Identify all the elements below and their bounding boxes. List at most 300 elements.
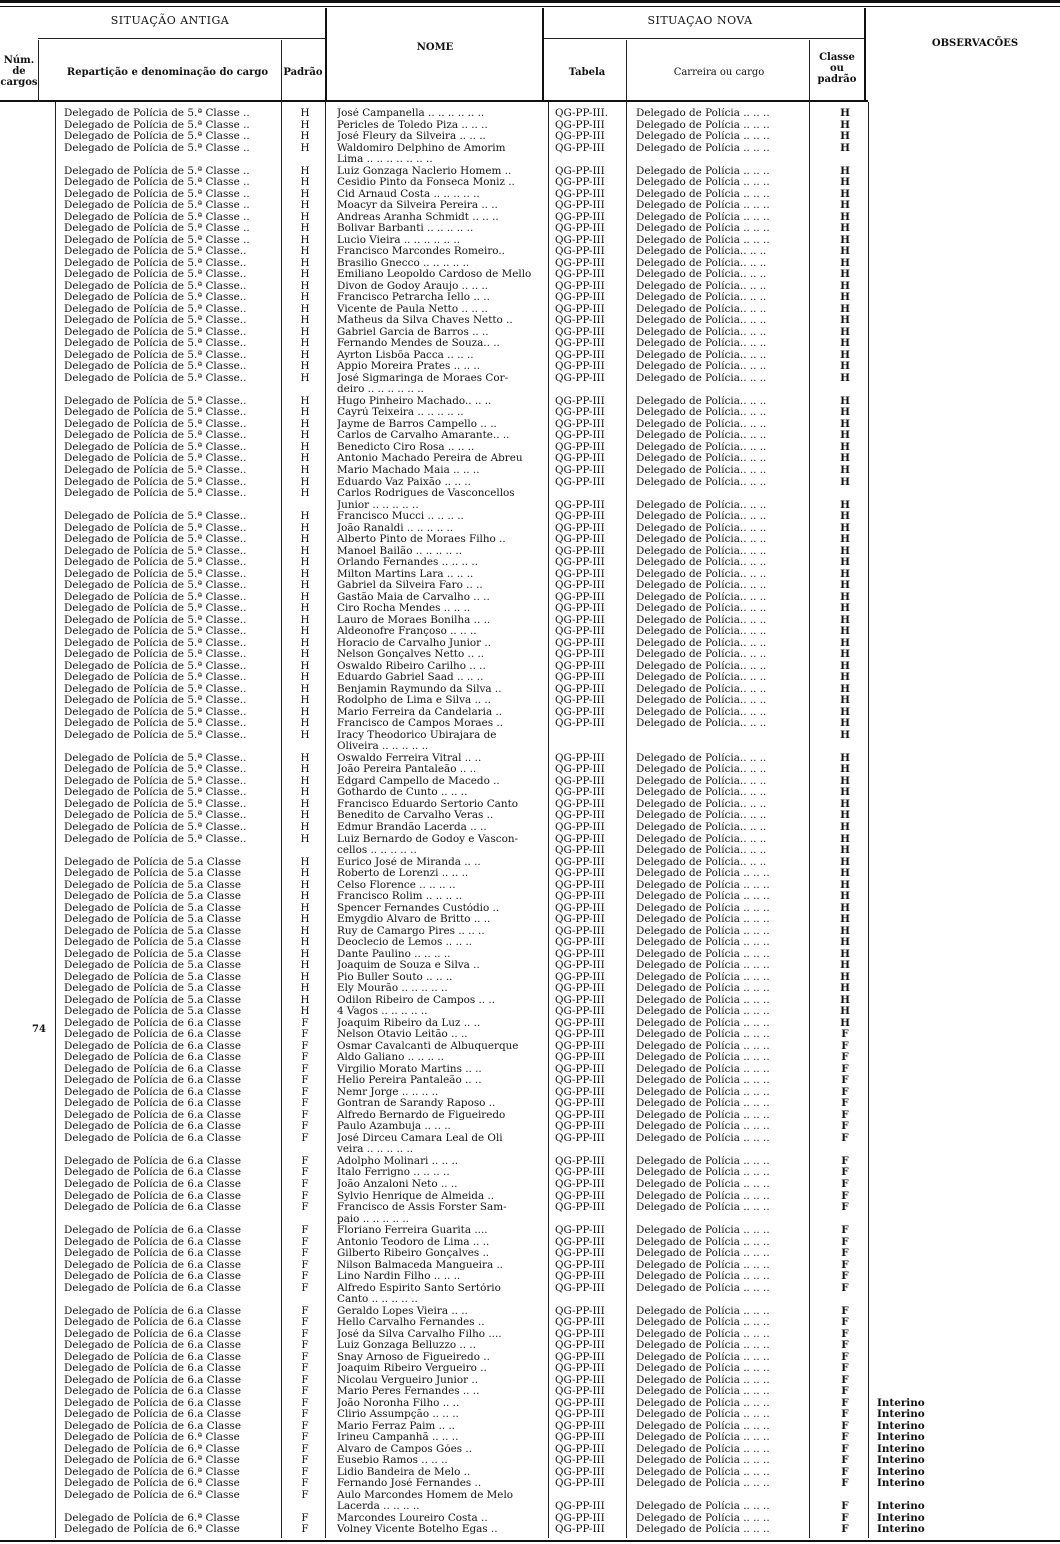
cell-nome: Osmar Cavalcanti de Albuquerque	[337, 1040, 519, 1052]
cell-classe: H	[840, 614, 850, 626]
cell-padrao: H	[300, 649, 310, 661]
cell-nome: Sylvio Henrique de Almeida ..	[337, 1190, 495, 1202]
cell-carreira: Delegado de Polícia.. .. ..	[636, 395, 767, 407]
cell-classe: H	[840, 395, 850, 407]
cell-carreira: Delegado de Polícia .. .. ..	[636, 1109, 770, 1121]
cell-nome: Canto .. .. .. .. ..	[337, 1294, 418, 1306]
cell-tabela: QG-PP-III	[555, 545, 605, 557]
cell-carreira: Delegado de Polícia .. .. ..	[636, 211, 770, 223]
cell-padrao: H	[300, 188, 310, 200]
cell-cargo: Delegado de Polícia de 5.ª Classe..	[64, 764, 247, 776]
cell-cargo: Delegado de Polícia de 5.ª Classe..	[64, 453, 247, 465]
cell-padrao: H	[300, 257, 310, 269]
cell-padrao: H	[300, 672, 310, 684]
cell-classe: F	[841, 1029, 849, 1041]
cell-classe: H	[840, 879, 850, 891]
table-row	[0, 857, 1060, 868]
cell-classe: H	[840, 856, 850, 868]
cell-nome: Nelson Gonçalves Netto .. ..	[337, 649, 485, 661]
cell-tabela: QG-PP-III	[555, 223, 605, 235]
cell-carreira: Delegado de Polícia .. .. ..	[636, 1075, 770, 1087]
cell-classe: H	[840, 534, 850, 546]
cell-carreira: Delegado de Polícia .. .. ..	[636, 1202, 770, 1214]
col-rule-classe-right-header	[864, 8, 866, 102]
cell-classe: H	[840, 119, 850, 131]
cell-padrao: H	[300, 822, 310, 833]
cell-classe: H	[840, 868, 850, 880]
cell-carreira: Delegado de Polícia.. .. ..	[636, 303, 767, 315]
cell-padrao: H	[300, 211, 310, 223]
cell-tabela: QG-PP-III	[555, 1501, 605, 1513]
cell-padrao: H	[300, 603, 310, 615]
cell-padrao: F	[301, 1340, 309, 1352]
cell-carreira: Delegado de Polícia.. .. ..	[636, 499, 767, 511]
cell-carreira: Delegado de Polícia .. .. ..	[636, 1155, 770, 1167]
cell-tabela: QG-PP-III	[555, 395, 605, 407]
cell-nome: Carlos Rodrigues de Vasconcellos	[337, 488, 515, 500]
cell-cargo: Delegado de Polícia de 5.ª Classe..	[64, 372, 247, 384]
cell-carreira: Delegado de Polícia.. .. ..	[636, 603, 767, 615]
cell-classe: F	[841, 1305, 849, 1317]
cell-tabela: QG-PP-III	[555, 948, 605, 960]
cell-observacoes: Interino	[877, 1478, 925, 1490]
table-row	[0, 246, 1060, 257]
cell-cargo: Delegado de Polícia de 6.a Classe	[64, 1202, 242, 1214]
table-row	[0, 972, 1060, 983]
cell-padrao: F	[301, 1363, 309, 1375]
cell-nome: Appio Moreira Prates .. .. ..	[337, 361, 481, 373]
table-row	[0, 1237, 1060, 1248]
cell-tabela: QG-PP-III	[555, 142, 605, 154]
cell-nome: Mario Ferreira da Candelaria ..	[337, 706, 503, 718]
cell-classe: F	[841, 1086, 849, 1098]
table-row	[0, 177, 1060, 188]
cell-cargo: Delegado de Polícia de 5.ª Classe..	[64, 706, 247, 718]
cell-carreira: Delegado de Polícia.. .. ..	[636, 257, 767, 269]
cell-tabela: QG-PP-III	[555, 983, 605, 995]
cell-padrao: F	[301, 1086, 309, 1098]
table-row	[0, 569, 1060, 580]
cell-padrao: H	[300, 994, 310, 1006]
cell-padrao: H	[300, 315, 310, 327]
table-row	[0, 1248, 1060, 1259]
cell-tabela: QG-PP-III	[555, 1466, 605, 1478]
cell-classe: H	[840, 937, 850, 949]
cell-carreira: Delegado de Polícia .. .. ..	[636, 1006, 770, 1018]
cell-tabela: QG-PP-III	[555, 511, 605, 523]
table-row	[0, 131, 1060, 142]
cell-nome: Gabriel Garcia de Barros .. ..	[337, 326, 489, 338]
cell-nome: Nicolau Vergueiro Junior ..	[337, 1374, 479, 1386]
header-carreira: Carreira ou cargo	[673, 67, 765, 78]
table-row	[0, 1375, 1060, 1386]
cell-tabela: QG-PP-III	[555, 1524, 605, 1536]
header-observacoes: OBSERVACÕES	[931, 38, 1019, 49]
cell-carreira: Delegado de Polícia.. .. ..	[636, 349, 767, 361]
header-reparticao: Repartição e denominação do cargo	[66, 67, 269, 78]
cell-nome: Francisco de Campos Moraes ..	[337, 718, 504, 730]
cell-cargo: Delegado de Polícia de 6.a Classe	[64, 1317, 242, 1329]
cell-cargo: Delegado de Polícia de 6.a Classe	[64, 1409, 242, 1421]
table-row	[0, 914, 1060, 925]
cell-carreira: Delegado de Polícia .. .. ..	[636, 1029, 770, 1041]
cell-cargo: Delegado de Polícia de 5.ª Classe..	[64, 488, 247, 500]
cell-tabela: QG-PP-III	[555, 868, 605, 880]
cell-tabela: QG-PP-III.	[555, 108, 609, 119]
table-row	[0, 1386, 1060, 1397]
table-row	[0, 1444, 1060, 1455]
cell-carreira: Delegado de Polícia.. .. ..	[636, 833, 767, 845]
cell-classe: H	[840, 833, 850, 845]
cell-tabela: QG-PP-III	[555, 718, 605, 730]
cell-padrao: F	[301, 1040, 309, 1052]
table-row	[0, 1340, 1060, 1351]
cell-nome: veira .. .. .. .. ..	[337, 1144, 414, 1156]
cell-classe: F	[841, 1432, 849, 1444]
cell-carreira: Delegado de Polícia .. .. ..	[636, 1121, 770, 1133]
cell-classe: F	[841, 1225, 849, 1237]
cell-tabela: QG-PP-III	[555, 891, 605, 903]
cell-nome: João Pereira Pantaleão .. ..	[337, 764, 477, 776]
cell-nome: José da Silva Carvalho Filho ....	[337, 1328, 502, 1340]
cell-cargo: Delegado de Polícia de 5.ª Classe..	[64, 568, 247, 580]
cell-nome: Cesidio Pinto da Fonseca Moniz ..	[337, 177, 515, 189]
cell-nome: Virgilio Morato Martins .. ..	[337, 1063, 482, 1075]
cell-padrao: H	[300, 395, 310, 407]
cell-cargo: Delegado de Polícia de 6.a Classe	[64, 1017, 242, 1029]
cell-nome: Cayrú Teixeira .. .. .. .. ..	[337, 407, 464, 419]
cell-padrao: H	[300, 488, 310, 500]
table-row	[0, 1225, 1060, 1236]
cell-carreira: Delegado de Polícia.. .. ..	[636, 810, 767, 822]
cell-tabela: QG-PP-III	[555, 1202, 605, 1214]
table-row	[0, 1006, 1060, 1017]
cell-carreira: Delegado de Polícia .. .. ..	[636, 1063, 770, 1075]
cell-cargo: Delegado de Polícia de 5.ª Classe ..	[64, 142, 250, 154]
cell-padrao: F	[301, 1029, 309, 1041]
cell-nome: Volney Vicente Botelho Egas ..	[337, 1524, 498, 1536]
cell-tabela: QG-PP-III	[555, 534, 605, 546]
cell-padrao: F	[301, 1202, 309, 1214]
cell-tabela: QG-PP-III	[555, 1179, 605, 1190]
cell-padrao: F	[301, 1386, 309, 1398]
cell-tabela: QG-PP-III	[555, 269, 605, 281]
cell-carreira: Delegado de Polícia .. .. ..	[636, 165, 770, 177]
cell-nome: Junior .. .. .. .. ..	[337, 499, 419, 511]
cell-cargo: Delegado de Polícia de 5.ª Classe..	[64, 683, 247, 695]
cell-classe: F	[841, 1397, 849, 1409]
cell-padrao: F	[301, 1455, 309, 1467]
cell-cargo: Delegado de Polícia de 6.a Classe	[64, 1132, 242, 1144]
table-row	[0, 384, 1060, 395]
cell-padrao: F	[301, 1512, 309, 1524]
cell-classe: H	[840, 637, 850, 649]
cell-tabela: QG-PP-III	[555, 361, 605, 373]
cell-nome: Alfredo Bernardo de Figueiredo	[337, 1109, 506, 1121]
cell-nome: Floriano Ferreira Guarita ....	[337, 1225, 488, 1237]
cell-classe: H	[840, 108, 850, 119]
cell-cargo: Delegado de Polícia de 5.ª Classe..	[64, 441, 247, 453]
cell-padrao: F	[301, 1017, 309, 1029]
cell-padrao: H	[300, 764, 310, 776]
cell-cargo: Delegado de Polícia de 6.a Classe	[64, 1305, 242, 1317]
cell-nome: Joaquim Ribeiro Vergueiro ..	[337, 1363, 487, 1375]
cell-nome: Nemr Jorge .. .. .. ..	[337, 1086, 439, 1098]
cell-padrao: H	[300, 476, 310, 488]
cell-carreira: Delegado de Polícia.. .. ..	[636, 775, 767, 787]
cell-observacoes: Interino	[877, 1455, 925, 1467]
cell-carreira: Delegado de Polícia .. .. ..	[636, 914, 770, 926]
cell-cargo: Delegado de Polícia de 6.a Classe	[64, 1236, 242, 1248]
cell-padrao: H	[300, 534, 310, 546]
cell-carreira: Delegado de Polícia .. .. ..	[636, 1259, 770, 1271]
table-row	[0, 1478, 1060, 1489]
cell-nome: Bolivar Barbanti .. .. .. .. ..	[337, 223, 474, 235]
cell-nome: Ely Mourão .. .. .. .. ..	[337, 983, 448, 995]
cell-classe: H	[840, 948, 850, 960]
cell-carreira: Delegado de Polícia.. .. ..	[636, 614, 767, 626]
cell-nome: Luiz Gonzaga Naclerio Homem ..	[337, 165, 512, 177]
cell-carreira: Delegado de Polícia .. .. ..	[636, 925, 770, 937]
cell-padrao: H	[300, 752, 310, 764]
cell-carreira: Delegado de Polícia.. .. ..	[636, 856, 767, 868]
cell-carreira: Delegado de Polícia .. .. ..	[636, 868, 770, 880]
cell-nome: Benedito de Carvalho Veras ..	[337, 810, 494, 822]
cell-cargo: Delegado de Polícia de 5.ª Classe ..	[64, 188, 250, 200]
cell-classe: H	[840, 188, 850, 200]
cell-tabela: QG-PP-III	[555, 1443, 605, 1455]
cell-nome: Benjamin Raymundo da Silva ..	[337, 683, 502, 695]
cell-cargo: Delegado de Polícia de 5.ª Classe..	[64, 557, 247, 569]
cell-nome: Snay Arnoso de Figueiredo ..	[337, 1351, 490, 1363]
table-row	[0, 1490, 1060, 1501]
cell-nome: Mario Peres Fernandes .. ..	[337, 1386, 480, 1398]
cell-nome: Fernando José Fernandes ..	[337, 1478, 482, 1490]
cell-nome: Gontran de Sarandy Raposo ..	[337, 1098, 496, 1110]
cell-nome: Francisco Rolim .. .. .. ..	[337, 891, 463, 903]
cell-padrao: H	[300, 971, 310, 983]
cell-carreira: Delegado de Polícia .. .. ..	[636, 1455, 770, 1467]
cell-nome: Brasilio Gnecco .. .. .. .. ..	[337, 257, 470, 269]
cell-padrao: H	[300, 879, 310, 891]
cell-carreira: Delegado de Polícia .. .. ..	[636, 1132, 770, 1144]
cell-nome: Benedicto Ciro Rosa .. .. ..	[337, 441, 475, 453]
cell-nome: Dante Paulino .. .. .. ..	[337, 948, 451, 960]
cell-tabela: QG-PP-III	[555, 1063, 605, 1075]
col-rule-padrao-header	[281, 40, 282, 102]
table-row	[0, 1467, 1060, 1478]
cell-cargo: Delegado de Polícia de 5.ª Classe..	[64, 257, 247, 269]
cell-cargo: Delegado de Polícia de 5.ª Classe..	[64, 522, 247, 534]
cell-nome: José Sigmaringa de Moraes Cor-	[337, 372, 509, 384]
cell-classe: H	[840, 292, 850, 304]
cell-observacoes: Interino	[877, 1443, 925, 1455]
cell-classe: H	[840, 349, 850, 361]
table-row	[0, 672, 1060, 683]
cell-cargo: Delegado de Polícia de 5.ª Classe..	[64, 614, 247, 626]
cell-nome: Jayme de Barros Campello .. ..	[337, 418, 497, 430]
cell-tabela: QG-PP-III	[555, 1420, 605, 1432]
table-row	[0, 1455, 1060, 1466]
cell-nome: Orlando Fernandes .. .. .. ..	[337, 557, 479, 569]
cell-tabela: QG-PP-III	[555, 1098, 605, 1110]
cell-carreira: Delegado de Polícia .. .. ..	[636, 1040, 770, 1052]
cell-nome: 4 Vagos .. .. .. .. ..	[337, 1006, 428, 1018]
cell-cargo: Delegado de Polícia de 5.a Classe	[64, 1006, 242, 1018]
cell-cargo: Delegado de Polícia de 5.ª Classe..	[64, 787, 247, 799]
cell-tabela: QG-PP-III	[555, 1271, 605, 1283]
cell-tabela: QG-PP-III	[555, 798, 605, 810]
cell-padrao: H	[300, 292, 310, 304]
table-row	[0, 1363, 1060, 1374]
cell-nome: Lacerda .. .. .. ..	[337, 1501, 420, 1513]
cell-classe: H	[840, 580, 850, 592]
cell-carreira: Delegado de Polícia.. .. ..	[636, 683, 767, 695]
cell-classe: F	[841, 1202, 849, 1214]
cell-padrao: H	[300, 119, 310, 131]
cell-carreira: Delegado de Polícia .. .. ..	[636, 1225, 770, 1237]
cell-cargo: Delegado de Polícia de 5.ª Classe..	[64, 626, 247, 638]
cell-carreira: Delegado de Polícia .. .. ..	[636, 948, 770, 960]
col-rule-nome-right-header	[542, 8, 544, 102]
cell-classe: F	[841, 1063, 849, 1075]
cell-tabela: QG-PP-III	[555, 131, 605, 143]
cell-tabela: QG-PP-III	[555, 591, 605, 603]
cell-classe: H	[840, 165, 850, 177]
cell-cargo: Delegado de Polícia de 6.ª Classe	[64, 1512, 240, 1524]
cell-classe: F	[841, 1386, 849, 1398]
col-rule-carreira-header	[809, 40, 810, 102]
cell-tabela: QG-PP-III	[555, 580, 605, 592]
cell-observacoes: Interino	[877, 1420, 925, 1432]
cell-tabela: QG-PP-III	[555, 499, 605, 511]
cell-tabela: QG-PP-III	[555, 557, 605, 569]
cell-nome: Emiliano Leopoldo Cardoso de Mello	[337, 269, 532, 281]
cell-nome: Marcondes Loureiro Costa ..	[337, 1512, 488, 1524]
cell-classe: H	[840, 1006, 850, 1018]
cell-padrao: H	[300, 626, 310, 638]
table-row	[0, 1501, 1060, 1512]
table-row	[0, 626, 1060, 637]
cell-nome: Celso Florence .. .. .. ..	[337, 879, 456, 891]
cell-carreira: Delegado de Polícia .. .. ..	[636, 891, 770, 903]
cell-classe: H	[840, 453, 850, 465]
cell-padrao: H	[300, 200, 310, 212]
cell-nome: Iracy Theodorico Ubirajara de	[337, 729, 497, 741]
cell-carreira: Delegado de Polícia .. .. ..	[636, 1409, 770, 1421]
table-row	[0, 419, 1060, 430]
cell-cargo: Delegado de Polícia de 6.a Classe	[64, 1155, 242, 1167]
table-row	[0, 926, 1060, 937]
cell-nome: Mario Ferraz Paim .. ..	[337, 1420, 456, 1432]
cell-tabela: QG-PP-III	[555, 1512, 605, 1524]
cell-padrao: H	[300, 545, 310, 557]
cell-cargo: Delegado de Polícia de 5.ª Classe ..	[64, 223, 250, 235]
cell-classe: H	[840, 338, 850, 350]
cell-classe: H	[840, 499, 850, 511]
cell-nome: Gilberto Ribeiro Gonçalves ..	[337, 1248, 490, 1260]
cell-tabela: QG-PP-III	[555, 1225, 605, 1237]
cell-nome: Gastão Maia de Carvalho .. ..	[337, 591, 490, 603]
cell-tabela: QG-PP-III	[555, 626, 605, 638]
cell-cargo: Delegado de Polícia de 6.a Classe	[64, 1248, 242, 1260]
table-row	[0, 154, 1060, 165]
cell-cargo: Delegado de Polícia de 5.ª Classe ..	[64, 211, 250, 223]
table-row	[0, 1283, 1060, 1294]
cell-nome: Waldomiro Delphino de Amorim	[337, 142, 506, 154]
table-row	[0, 707, 1060, 718]
cell-cargo: Delegado de Polícia de 5.ª Classe..	[64, 534, 247, 546]
cell-tabela: QG-PP-III	[555, 1109, 605, 1121]
cell-tabela: QG-PP-III	[555, 960, 605, 972]
cell-padrao: H	[300, 960, 310, 972]
table-row	[0, 949, 1060, 960]
cell-padrao: F	[301, 1167, 309, 1179]
cell-classe: H	[840, 695, 850, 707]
cell-classe: F	[841, 1351, 849, 1363]
cell-nome: Helio Pereira Pantaleão .. ..	[337, 1075, 482, 1087]
cell-classe: H	[840, 603, 850, 615]
cell-classe: F	[841, 1524, 849, 1536]
cell-cargo: Delegado de Polícia de 5.ª Classe..	[64, 822, 247, 833]
cell-nome: paio .. .. .. .. ..	[337, 1213, 409, 1225]
cell-cargo: Delegado de Polícia de 5.ª Classe..	[64, 798, 247, 810]
cell-padrao: F	[301, 1259, 309, 1271]
cell-classe: H	[840, 914, 850, 926]
cell-tabela: QG-PP-III	[555, 1340, 605, 1352]
table-row	[0, 430, 1060, 441]
header-rule-nova	[543, 38, 865, 39]
cell-cargo: Delegado de Polícia de 5.ª Classe..	[64, 349, 247, 361]
cell-classe: H	[840, 822, 850, 833]
table-row	[0, 281, 1060, 292]
cell-carreira: Delegado de Polícia.. .. ..	[636, 706, 767, 718]
cell-nome: Oswaldo Ribeiro Carilho .. ..	[337, 660, 486, 672]
table-row	[0, 845, 1060, 856]
cell-cargo: Delegado de Polícia de 5.ª Classe..	[64, 672, 247, 684]
cell-classe: H	[840, 902, 850, 914]
cell-tabela: QG-PP-III	[555, 914, 605, 926]
cell-padrao: H	[300, 695, 310, 707]
cell-tabela: QG-PP-III	[555, 1248, 605, 1260]
cell-carreira: Delegado de Polícia .. .. ..	[636, 177, 770, 189]
cell-tabela: QG-PP-III	[555, 1006, 605, 1018]
table-row	[0, 730, 1060, 741]
cell-tabela: QG-PP-III	[555, 1317, 605, 1329]
cell-carreira: Delegado de Polícia.. .. ..	[636, 845, 767, 857]
cell-cargo: Delegado de Polícia de 6.ª Classe	[64, 1524, 240, 1536]
cell-classe: F	[841, 1121, 849, 1133]
cell-nome: Adolpho Molinari .. .. ..	[337, 1155, 459, 1167]
cell-cargo: Delegado de Polícia de 5.ª Classe..	[64, 361, 247, 373]
cell-tabela: QG-PP-III	[555, 1086, 605, 1098]
cell-padrao: F	[301, 1443, 309, 1455]
table-row	[0, 1398, 1060, 1409]
table-row	[0, 1167, 1060, 1178]
table-row	[0, 776, 1060, 787]
cell-classe: F	[841, 1282, 849, 1294]
cell-padrao: F	[301, 1063, 309, 1075]
cell-nome: João Ranaldi .. .. .. .. ..	[337, 522, 454, 534]
cell-carreira: Delegado de Polícia.. .. ..	[636, 292, 767, 304]
cell-nome: Carlos de Carvalho Amarante.. ..	[337, 430, 510, 442]
cell-nome: Hello Carvalho Fernandes ..	[337, 1317, 485, 1329]
table-row	[0, 580, 1060, 591]
cell-carreira: Delegado de Polícia .. .. ..	[636, 879, 770, 891]
col-rule-nome-left-header	[325, 8, 327, 102]
cell-tabela: QG-PP-III	[555, 1305, 605, 1317]
table-row	[0, 1098, 1060, 1109]
